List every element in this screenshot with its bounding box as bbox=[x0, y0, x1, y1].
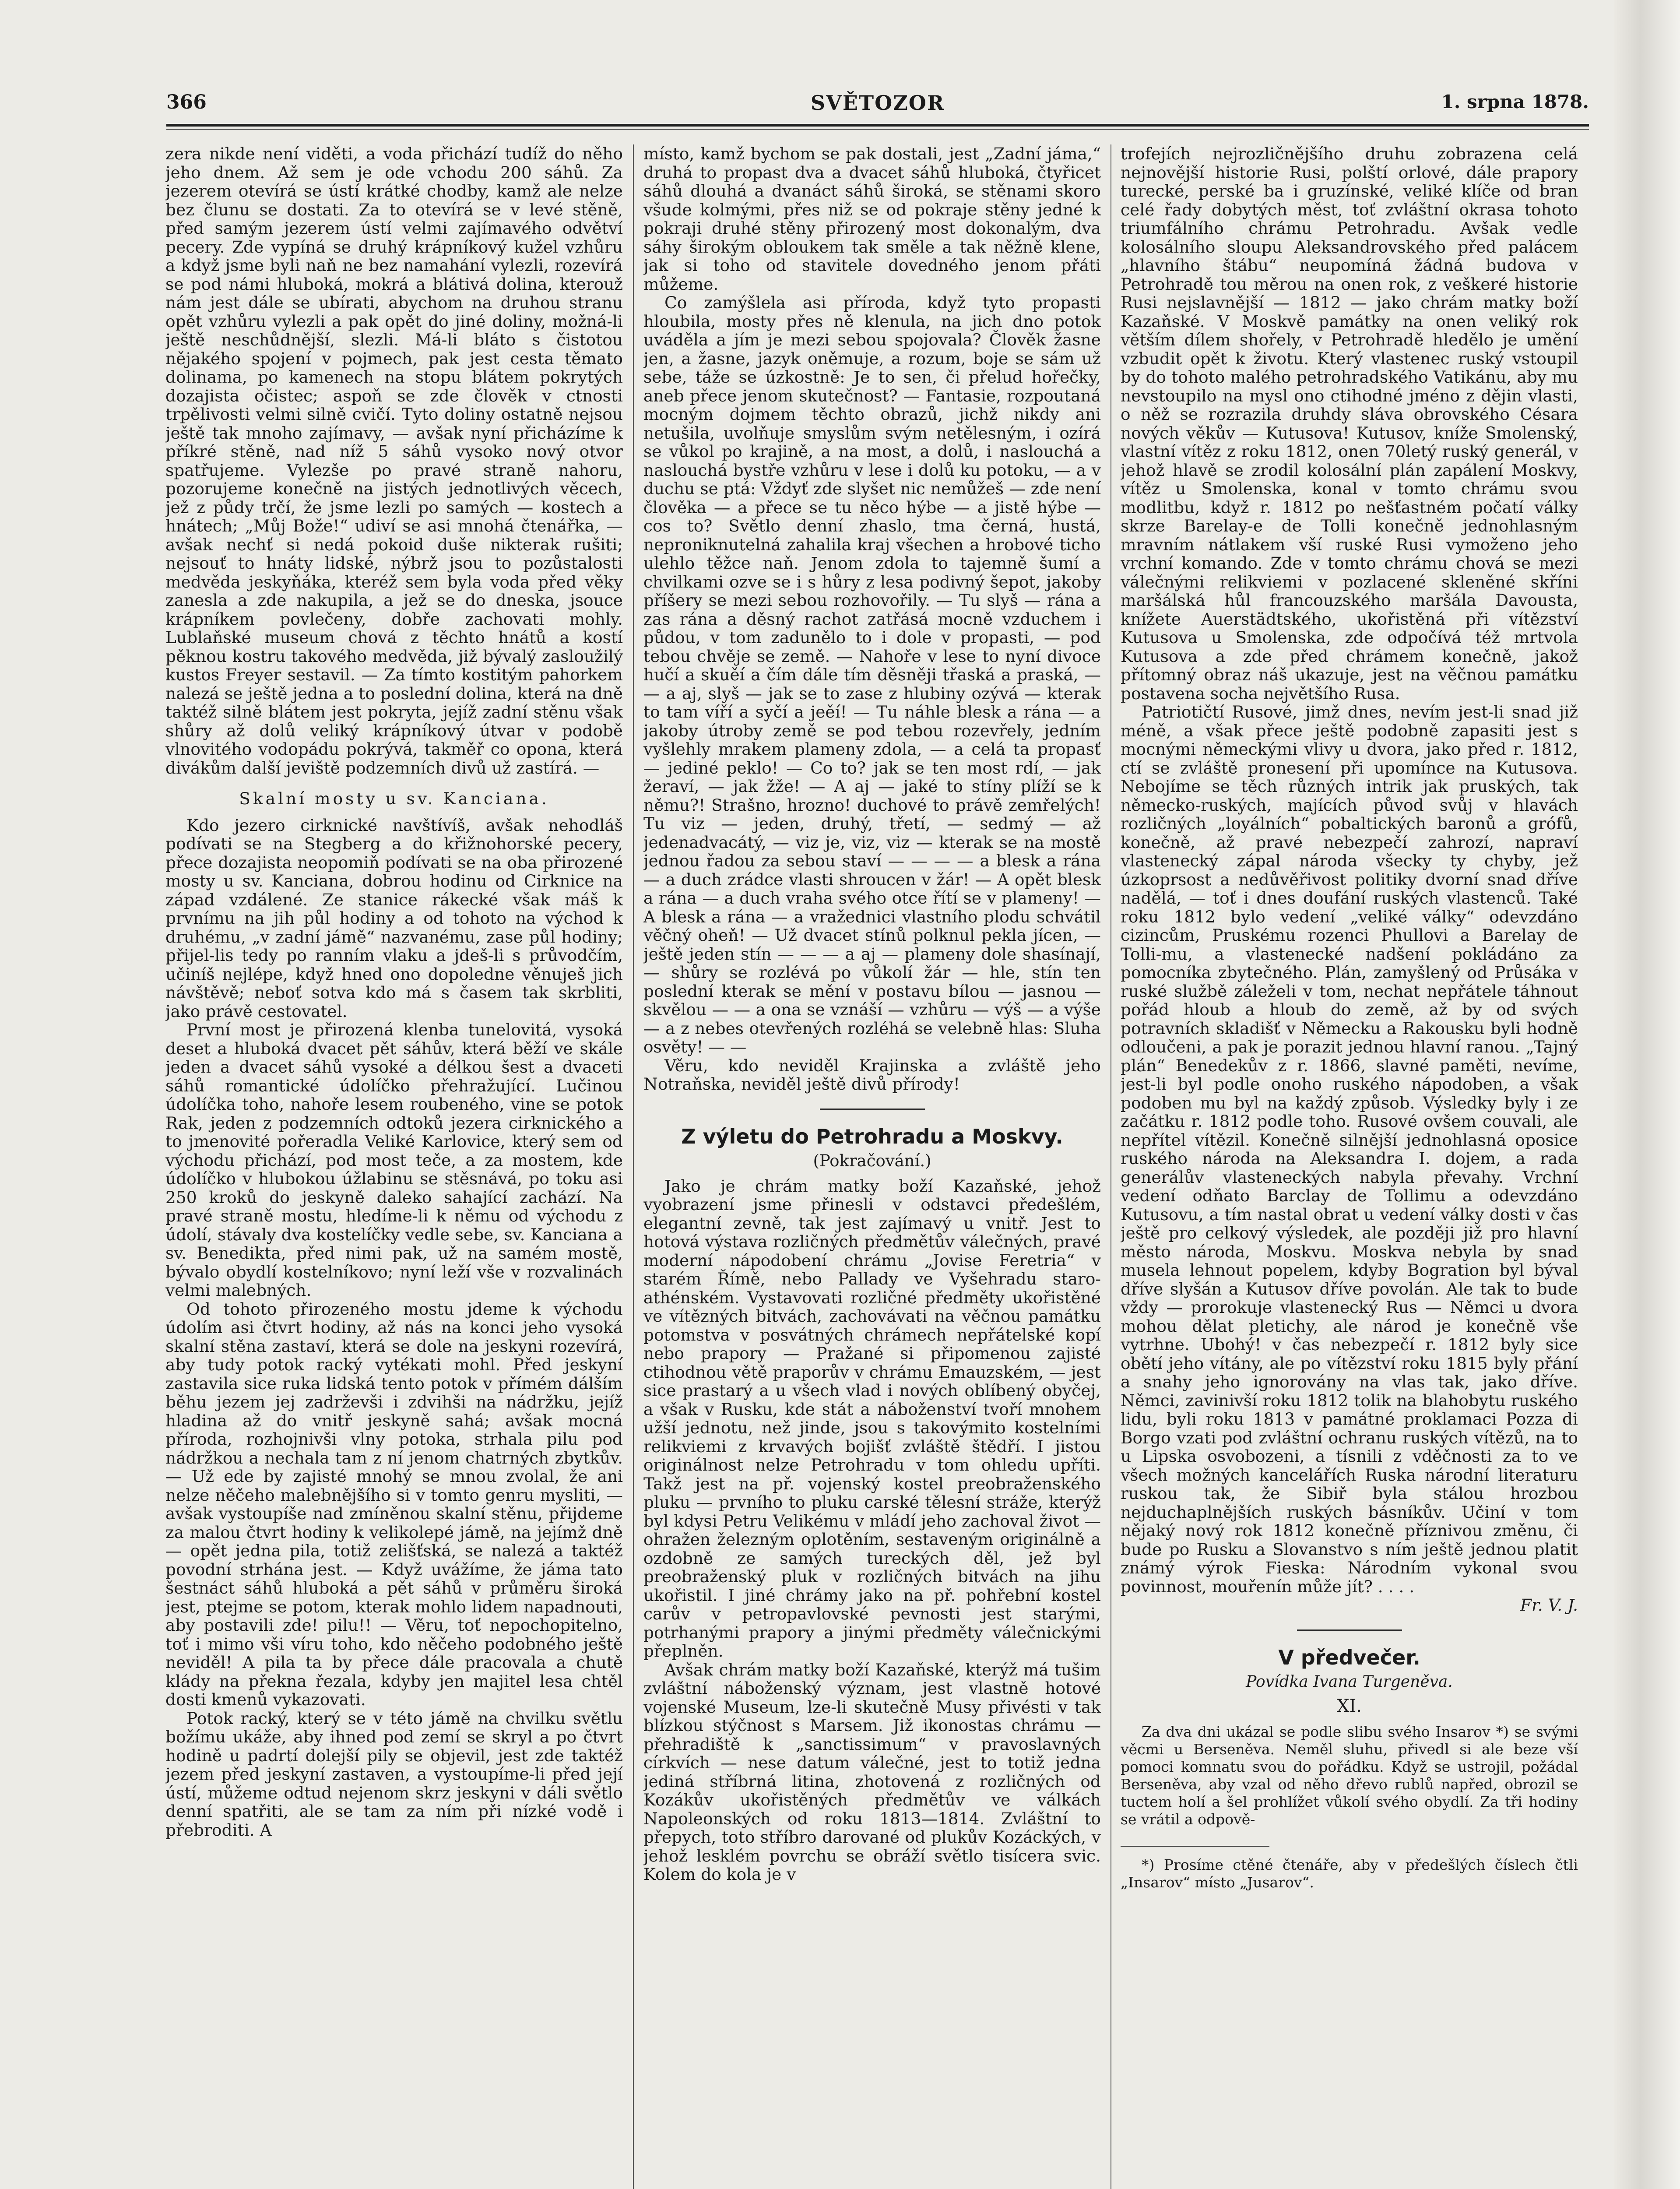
paragraph: Avšak chrám matky boží Kazaňské, kterýž má tušim zvláštní náboženský význam, jest vlastně hotové vojenské Museum, lze-li skutečně Musy přivésti v tak blízkou stýčnost s Marsem. Již ikonostas chrámu — přehradiště k „sanctissimum“ v pravoslavných církvích — nese datum válečné, jest to totiž jedna jediná stříbrná litina, zhotovená z rozličných od Kozákův ukořistěných předmětův ve válkách Napoleonských od roku 1813—1814. Zvláštní to přepych, toto stříbro darované od plukův Kozáckých, v jehož lesklém povrchu se obráží světlo tisícera svic. Kolem do kola je v bbox=[643, 1660, 1101, 1884]
article-title: Z výletu do Petrohradu a Moskvy. bbox=[681, 1124, 1063, 1148]
story-byline: Povídka Ivana Turgeněva. bbox=[1246, 1673, 1453, 1691]
paragraph: Za dva dni ukázal se podle slibu svého Insarov *) se svými věcmi u Berseněva. Neměl sluhu, přivedl si ale beze vší pomoci komnatu svou do pořádku. Když se ustrojil, požádal Berseněva, aby vzal od něho dřevo rublů napřed, obrozil se tuctem holí a šel prohlížet vůkolí svého obydlí. Za tři hodiny se vrátil a odpově- bbox=[1121, 1723, 1578, 1828]
page-number: 366 bbox=[166, 91, 207, 113]
paragraph: trofejích nejrozličnějšího druhu zobrazena celá nejnovější historie Rusi, polští orlové, dále prapory turecké, perské ba i gruzínské, veliké klíče od bran celé řady dobytých měst, toť zvláštní okrasa tohoto triumfálního chrámu Petrohradu. Avšak vedle kolosálního sloupu Aleksandrovského před palácem „hlavního štábu“ neupomíná žádná budova v Petrohradě tou měrou na onen rok, z veškeré historie Rusi nejslavnější — 1812 — jako chrám matky boží Kazaňské. V Moskvě památky na onen veliký rok větším dílem shořely, v Petrohradě hledělo je umění vzbudit opět k životu. Který vlastenec ruský vstoupil by do tohoto malého petrohradského Vatikánu, aby mu nevstoupilo na mysl ono ctihodné jméno z dějin vlasti, o něž se rozrazila druhdy sláva obrovského Césara nových věkův — Kutusova! Kutusov, kníže Smolenský, vlastní vítěz z roku 1812, onen 70letý ruský generál, v jehož hlavě se zrodil kolosální plán zapálení Moskvy, vítěz u Smolenska, konal v tomto chrámu svou modlitbu, když r. 1812 po nešťastném počatí války skrze Barelay-e de Tolli konečně jednohlasným mravním nátlakem vší ruské Rusi vymoženo jeho vrchní komando. Zde v tomto chrámu chová se mezi válečnými relikviemi v pozlacené skleněné skříni maršálská hůl francouzského maršála Davousta, knížete Auerstädtského, ukořistěná při vítězství Kutusova u Smolenska, zde odpočívá též mrtvola Kutusova a zde před chrámem konečně, jakož přítomný obraz náš ukazuje, jest na věčnou památku postavena socha největšího Rusa. bbox=[1121, 144, 1578, 703]
story-title: V předvečer. bbox=[1278, 1645, 1420, 1669]
continuation-note: (Pokračování.) bbox=[813, 1151, 931, 1170]
paragraph: Jako je chrám matky boží Kazaňské, jehož vyobrazení jsme přinesli v odstavci předešlém, elegantní zevně, tak jest zajímavý u vnitř. Jest to hotová výstava rozličných předmětův válečných, pravé moderní nápodobení chrámu „Jovise Feretria“ v starém Římě, nebo Pallady ve Vyšehradu staro-athénském. Vystavovati rozličné předměty ukořistěné ve vítězných bitvách, zachovávati na věčnou památku potomstva v posvátných chrámech nepřátelské kopí nebo prapory — Pražané si připomenou zajisté ctihodnou větě praporův v chrámu Emauzském, — jest sice prastarý a u všech vlad i nových oblíbený obyčej, a však v Rusku, kde stát a náboženství tvoří mnohem užší jednotu, než jinde, jsou s takovýmito kostelními relikviemi z krvavých bojišť zvláště štědří. I jistou originálnost nelze Petrohradu v tom ohledu upříti. Takž jest na př. vojenský kostel preobraženského pluku — prvního to pluku carské tělesní stráže, kterýž byl kdysi Petru Velikému v mládí jeho zachoval život — ohražen železným oplotěním, sestaveným originálně a ozdobně ze samých tureckých děl, jež byl preobraženský pluk v rozličných bitvách na jihu ukořistil. I jiné chrámy jako na př. pohřební kostel carův v petropavlovské pevnosti jest starými, potrhanými prapory a jinými předměty válečnickými přeplněn. bbox=[643, 1176, 1101, 1661]
story-divider bbox=[1297, 1629, 1402, 1631]
header-rule-thick bbox=[166, 124, 1589, 127]
column-3 bbox=[1121, 144, 1578, 2189]
paragraph: zera nikde není viděti, a voda přichází tudíž do něho jeho dnem. Až sem je ode vchodu 200 sáhů. Za jezerem otevírá se ústí krátké chodby, kamž ale nelze bez člunu se dostati. Za to otevírá se v levé stěně, před samým jezerem ústí velmi zajímavého odvětví pecery. Zde vypíná se druhý krápníkový kužel vzhůru a když jsme byli naň ne bez namahání vylezli, rozevírá se pod námi hluboká, mokrá a blátivá dolina, kterouž nám jest dále se ubírati, abychom na druhou stranu opět vzhůru vylezli a pak opět do jiné doliny, možná-li ještě neschůdnější, slezli. Má-li bláto s čistotou nějakého spojení v pojmech, pak jest cesta těmato dolinama, po kamenech na stopu blátem pokrytých dozajista očistec; aspoň se zde člověk v ctnosti trpělivosti velmi silně cvičí. Tyto doliny ostatně nejsou ještě tak mnoho zajímavy, — avšak nyní přicházíme k příkré stěně, nad níž 5 sáhů vysoko nový otvor spatřujeme. Vylezše po pravé straně nahoru, pozorujeme konečně na jistých jednotlivých věcech, jež z půdy trčí, že jsme lezli po samých — kostech a hnátech; „Můj Bože!“ udiví se asi mnohá čtenářka, — avšak nechť si nedá pokoid duše nikterak rušiti; nejsouť to hnáty lidské, nýbrž jsou to pozůstalosti medvěda jeskyňáka, kteréž sem byla voda před věky zanesla a zde nakupila, a jež se do dneska, jsouce krápníkem povlečeny, dobře zachovati mohly. Lublaňské museum chová z těchto hnátů a kostí pěknou kostru takového medvěda, již bývalý zasloužilý kustos Freyer sestavil. — Za tímto kostitým pahorkem nalezá se ještě jedna a to poslední dolina, která na dně taktéž silně blátem jest pokryta, jejíž zadní stěnu však shůry až dolů veliký krápníkový útvar v podobě vlnovitého vodopádu pokrývá, takměř co opona, která divákům další jeviště podzemních divů už zastírá. — bbox=[165, 144, 623, 778]
scan-edge bbox=[1614, 0, 1680, 2189]
paragraph: Patriotičtí Rusové, jimž dnes, nevím jest-li snad již méně, a však přece ještě podobně zapasiti jest s mocnými německými vlivy u dvora, jako před r. 1812, ctí se zvláště pronesení při upomínce na Kutusova. Nebojíme se těch různých intrik jak pruských, tak německo-ruských, majících původ svůj v hlavách rozličných „loyálních“ pobaltických baronů a grófů, konečně, až pravé nebezpečí zahrozí, napraví vlastenecký zápal národa všecky ty chyby, jež úzkoprsost a nedůvěřivost politiky dvorní snad dříve nadělá, — toť i dnes doufání ruských vlastenců. Také roku 1812 bylo vedení „veliké války“ odevzdáno cizincům, Pruskému rozenci Phullovi a Barelay de Tolli-mu, a vlastenecké nadšení pokládáno za pomocníka zbytečného. Plán, zamyšlený od Průsáka v ruské službě záleželi v tom, nechat nepřátele táhnout pořád hloub a hloub do země, až by od svých potravních skladišť v Německu a Rakousku byli hodně odloučeni, a pak je porazit jednou hlavní ranou. „Tajný plán“ Benedekův z r. 1866, slavné paměti, nevíme, jest-li byl podle onoho ruského nápodoben, a však podoben mu byl na každý způsob. Výsledky byly i ze začátku r. 1812 podle toho. Rusové ovšem couvali, ale nepřítel vítězil. Konečně silnější jednohlasná oposice ruského národa na Aleksandra I. dojem, a rada generálův vlasteneckých nabyla převahy. Vrchní vedení odňato Barclay de Tollimu a odevzdáno Kutusovu, a tím nastal obrat u vedení války dosti v čas ještě pro celkový výsledek, ale později již pro hlavní město národa, Moskvu. Moskva nebyla by snad musela lehnout popelem, kdyby Bogration byl býval dříve slyšán a Kutusov dříve povolán. Ale tak to bude vždy — prorokuje vlastenecký Rus — Němci u dvora mohou dělat pletichy, ale národ je konečně vše vytrhne. Ubohý! v čas nebezpečí r. 1812 byly sice obětí jeho vítány, ale po vítězství roku 1815 byly přání a snahy jeho ignorovány na vlas tak, jako dříve. Němci, zavinivší roku 1812 tolik na blahobytu ruského lidu, byli roku 1813 v památné proklamaci Pozza di Borgo vzati pod zvláštní ochranu ruských vítězů, na to u Lipska osvobozeni, a tísnili z vděčnosti za to ve všech možných kancelářích Ruska národní literaturu ruskou tak, že Sibiř byla stálou hrozbou nejduchaplnějších ruských básníkův. Učiní v tom nějaký nový rok 1812 konečně příznivou změnu, či bude po Rusku a Slovanstvo s ním ještě jednou platit známý výrok Fieska: Národním vykonal svou povinnost, mouřenín může jít? . . . . bbox=[1121, 702, 1578, 1596]
column-1 bbox=[165, 144, 623, 2189]
paragraph: Od tohoto přirozeného mostu jdeme k východu údolím asi čtvrt hodiny, až nás na konci jeho vysoká skalní stěna zastaví, která se dole na jeskyni rozevírá, aby tudy potok racký vytékati mohl. Před jeskyní zastavila sice ruka lidská tento potok v přímém dálším běhu jezem jej zadrževši i zdvihši na nádržku, jejíž hladina až do vnitř jeskyně sahá; avšak mocná příroda, rozhojnivši vlny potoka, strhala pilu pod nádržkou a nechala tam z ní jenom chatrných zbytkův. — Už ede by zajisté mnohý se mnou zvolal, že ani nelze něčeho malebnějšího si v tomto genru mysliti, — avšak vystoupíše nad zmíněnou skalní stěnu, přijdeme za malou čtvrt hodiny k velikolepé jámě, na jejímž dně — opět jedna pila, totiž zelišťská, se nalezá a taktéž povodní strhána jest. — Když uvážíme, že jáma tato šestnáct sáhů hluboká a pět sáhů v průměru široká jest, ptejme se potom, kterak mohlo lidem napadnouti, aby postavili zde! pilu!! — Věru, toť nepochopitelno, toť i mimo vši víru toho, kdo něčeho podobného ještě neviděl! A pila ta by přece dále pracovala a chutě klády na překna řezala, kdyby jen majitel lesa chtěl dosti kmenů vykazovati. bbox=[165, 1299, 623, 1709]
column-2 bbox=[643, 144, 1101, 2189]
section-subheading: Skalní mosty u sv. Kanciana. bbox=[239, 789, 549, 808]
paragraph: Potok racký, který se v této jámě na chvilku světlu božímu ukáže, aby ihned pod zemí se skryl a po čtvrt hodině u padrtí dolejší pily se objevil, jest zde taktéž jezem před jeskyní zastaven, a vystoupíme-li před její ústí, můžeme odtud nejenom skrz jeskyni v dáli světlo denní spatřiti, ale se tam za ním při nízké vodě i přebroditi. A bbox=[165, 1708, 623, 1840]
header-rule-thin bbox=[166, 129, 1589, 130]
masthead-title: SVĚTOZOR bbox=[810, 91, 945, 115]
article-divider bbox=[820, 1109, 925, 1110]
paragraph: První most je přirozená klenba tunelovitá, vysoká deset a hluboká dvacet pět sáhův, která běží ve skále jeden a dvacet sáhů vysoké a délkou šest a dvaceti sáhů romantické údolíčko přehražující. Lučinou údolíčka toho, nahoře lesem roubeného, vine se potok Rak, jeden z podzemních odtoků jezera cirknického a to jmenovité pořeradla Veliké Karlovice, který sem od východu přichází, pod most teče, a za mostem, kde údolíčko v hlubokou úžlabinu se stěsnává, po toku asi 250 kroků do jeskyně daleko sahající zachází. Na pravé straně mostu, hledíme-li k němu od východu z údolí, stávaly dva kostelíčky vedle sebe, sv. Kanciana a sv. Benedikta, před nimi pak, už na samém mostě, bývalo obydlí kostelníkovo; nyní leží vše v rozvalinách velmi malebných. bbox=[165, 1020, 623, 1300]
footnote-rule bbox=[1121, 1846, 1269, 1847]
paragraph: místo, kamž bychom se pak dostali, jest „Zadní jáma,“ druhá to propast dva a dvacet sáhů hluboká, čtyřicet sáhů dlouhá a dvanáct sáhů široká, se stěnami skoro všude kolmými, přes niž se od pokraje stěny jedné k pokraji druhé stěny přirozený most dokonalým, dva sáhy širokým obloukem tak směle a tak něžně klene, jak si toho od stavitele dovedného jenom přáti můžeme. bbox=[643, 144, 1101, 294]
paragraph: Co zamýšlela asi příroda, když tyto propasti hloubila, mosty přes ně klenula, na jich dno potok uváděla a jím je mezi sebou spojovala? Člověk žasne jen, a žasne, jazyk oněmuje, a rozum, boje se sám už sebe, táže se úzkostně: Je to sen, či přelud hořečky, aneb přece jenom skutečnost? — Fantasie, rozpoutaná mocným dojmem těchto obrazů, jichž nikdy ani netušila, uvolňuje smyslům svým netělesným, i ozírá se vůkol po krajině, a na most, a dolů, i naslouchá a naslouchá bystře vzhůru v lese i dolů ku potoku, — a v duchu se ptá: Vždyť zde slyšet nic nemůžeš — zde není člověka — a přece se tu něco hýbe — a jistě hýbe — cos to? Světlo denní zhaslo, tma černá, hustá, neproniknutelná zahalila kraj všechen a hrobové ticho ulehlo těžce naň. Jenom zdola to tajemně šumí a chvilkami ozve se i s hůry z lesa podivný šepot, jakoby příšery se mezi sebou rozhovořily. — Tu slyš — rána a zas rána a děsný rachot zatřásá mocně vzduchem i půdou, v tom zadunělo to i dole v propasti, — pod tebou chvěje se země. — Nahoře v lese to nyní divoce hučí a skuěí a čím dále tím děsněji třaská a praská, — — a aj, slyš — jak se to zase z hlubiny ozývá — kterak to tam víří a syčí a jeěí! — Tu náhle blesk a rána — a jakoby útroby země se pod tebou rozevřely, jedním vyšlehly mrakem plameny zdola, — a celá ta propasť — jediné peklo! — Co to? jak se ten most rdí, — jak žeraví, — jak žže! — A aj — jaké to stíny plíží se k němu?! Strašno, hrozno! duchové to právě zemřelých! Tu viz — jeden, druhý, třetí, — sedmý — až jedenadvacátý, — viz je, viz, viz — kterak se na mostě jednou řadou za sebou staví — — — — a blesk a rána — a duch zrádce vlasti shroucen v žár! — A opět blesk a rána — a duch vraha svého otce řítí se v plameny! — A blesk a rána — a vražednici vlastního plodu schvátil věčný oheň! — Už dvacet stínů polknul pekla jícen, — ještě jeden stín — — — a aj — plameny dole shasínají, — shůry se rozlévá po vůkolí žár — hle, stín ten poslední kterak se mění v postavu bílou — jasnou — skvělou — — a ona se vznáší — vzhůru — výš — a výše — a z nebes otevřených rozléhá se velebně hlas: Sluha osvěty! — — bbox=[643, 293, 1101, 1056]
chapter-number: XI. bbox=[1337, 1696, 1362, 1716]
column-divider-1 bbox=[633, 144, 634, 2189]
paragraph: Věru, kdo neviděl Krajinska a zvláště jeho Notraňska, neviděl ještě divů přírody! bbox=[643, 1056, 1101, 1094]
author-signature: Fr. V. J. bbox=[1520, 1595, 1578, 1615]
issue-date: 1. srpna 1878. bbox=[1441, 91, 1589, 113]
footnote: *) Prosíme ctěné čtenáře, aby v předešlých číslech čtli „Insarov“ místo „Jusarov“. bbox=[1121, 1856, 1578, 1891]
paragraph: Kdo jezero cirknické navštívíš, avšak nehodláš podívati se na Stegberg a do křižnohorské pecery, přece dozajista neopomiň podívati se na oba přirozené mosty u sv. Kanciana, dobrou hodinu od Cirknice na západ vzdálené. Ze stanice rákecké však máš k prvnímu na jih půl hodiny a od tohoto na východ k druhému, „v zadní jámě“ nazvanému, zase půl hodiny; přijel-lis tedy po ranním vlaku a jdeš-li s průvodčím, učiníš nejlépe, když hned ono dopoledne věnuješ jich návštěvě; neboť sotva kdo má s časem tak skrbliti, jako právě cestovatel. bbox=[165, 815, 623, 1021]
page-header bbox=[166, 91, 1589, 119]
